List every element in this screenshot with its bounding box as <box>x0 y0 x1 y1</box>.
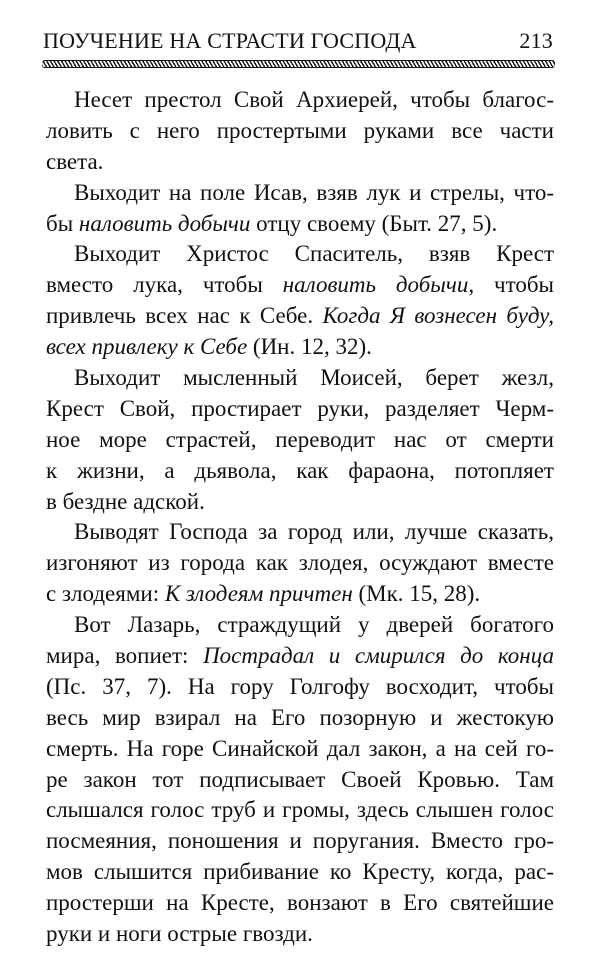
text-segment: (Пс. 37, 7). На гору Голгофу восходит, чтобы <box>46 673 554 699</box>
text-line-content <box>74 180 554 205</box>
text-line <box>46 795 554 826</box>
text-segment: Выходит мысленный Моисей, берет жезл, <box>74 365 554 391</box>
text-segment: изгоняют из города как злодея, осуждают вместе <box>46 550 554 576</box>
text-segment: весь мир взирал на Его позорную и жестокую <box>46 704 554 730</box>
text-line-content <box>46 272 554 297</box>
text-line <box>46 147 554 178</box>
text-segment: Выводят Господа за город или, лучше сказать, <box>74 519 554 545</box>
text-line <box>46 579 554 610</box>
text-segment: мира, вопиет: <box>46 643 204 669</box>
text-segment: руки и ноги острые гвозди. <box>46 921 313 947</box>
text-segment: в бездне адской. <box>46 488 205 514</box>
text-segment: ре закон тот подписывает Своей Кровью. Там <box>46 766 554 792</box>
text-segment: ловить с него простертыми руками все части <box>46 117 554 143</box>
text-line <box>46 301 554 332</box>
text-line-content <box>46 458 554 483</box>
italic-quote: К злодеям причтен <box>164 581 353 607</box>
text-segment: отцу своему (Быт. 27, 5). <box>250 210 498 236</box>
text-line <box>46 209 554 240</box>
italic-quote: наловить добычи <box>282 272 469 298</box>
text-line-content <box>74 241 554 266</box>
text-line-content <box>46 797 554 822</box>
text-segment: слышался голос труб и громы, здесь слышен голос <box>46 797 554 823</box>
italic-quote: наловить добычи <box>78 210 251 236</box>
text-line <box>46 672 554 703</box>
text-line <box>46 363 554 394</box>
text-line <box>46 270 554 301</box>
text-segment: Выходит на поле Исав, взяв лук и стрелы, что- <box>74 179 554 205</box>
text-line-content <box>46 211 497 236</box>
text-segment: простерши на Кресте, вонзают в Его святейшие <box>46 890 554 916</box>
page-body-text <box>46 85 554 950</box>
text-line-content <box>46 859 554 884</box>
text-line-content <box>46 890 554 915</box>
text-segment: ное море страстей, переводит нас от смерти <box>46 426 554 452</box>
italic-quote: Когда Я вознесен буду, <box>322 303 554 329</box>
text-line <box>46 610 554 641</box>
text-line <box>46 487 554 518</box>
text-line-content <box>46 674 554 699</box>
text-segment: света. <box>46 148 104 174</box>
text-segment: вместо лука, чтобы <box>46 272 283 298</box>
text-segment: Несет престол Свой Архиерей, чтобы благос- <box>74 87 554 112</box>
text-line <box>46 517 554 548</box>
text-line <box>46 734 554 765</box>
text-segment: бы <box>46 210 79 236</box>
text-line-content <box>46 334 372 359</box>
text-line <box>46 178 554 209</box>
running-header <box>43 22 553 54</box>
text-line <box>46 857 554 888</box>
text-line-content <box>46 550 554 575</box>
page-number: 213 <box>519 28 553 53</box>
text-line-content <box>46 118 554 143</box>
italic-quote: Пострадал и смирился до конца <box>203 643 554 669</box>
text-segment: к жизни, а дьявола, как фараона, потопляет <box>46 457 554 483</box>
text-segment: Вот Лазарь, страждущий у дверей богатого <box>74 612 554 638</box>
text-segment: (Мк. 15, 28). <box>352 581 481 607</box>
text-line <box>46 765 554 796</box>
text-segment: , чтобы <box>468 272 554 298</box>
text-line-content <box>46 303 554 328</box>
text-line-content <box>46 149 103 174</box>
text-segment: Крест Свой, простирает руки, разделяет Черм- <box>46 395 554 421</box>
text-line-content <box>46 921 313 946</box>
italic-quote: всех привлеку к Себе <box>46 334 248 360</box>
text-segment: с злодеями: <box>46 581 165 607</box>
text-segment: посмеяния, поношения и поругания. Вместо гро- <box>46 828 554 854</box>
text-line-content <box>46 736 554 761</box>
text-line-content <box>46 581 480 606</box>
text-line <box>46 456 554 487</box>
text-line-content <box>46 828 554 853</box>
text-segment: Выходит Христос Спаситель, взяв Крест <box>74 241 554 267</box>
text-line <box>46 703 554 734</box>
text-line-content <box>74 87 554 112</box>
text-line <box>46 332 554 363</box>
text-line <box>46 425 554 456</box>
text-line <box>46 548 554 579</box>
text-line <box>46 85 554 116</box>
text-line <box>46 394 554 425</box>
text-line <box>46 641 554 672</box>
running-title: ПОУЧЕНИЕ НА СТРАСТИ ГОСПОДА <box>43 28 417 53</box>
text-line <box>46 239 554 270</box>
text-line-content <box>46 643 554 668</box>
ornamental-rule <box>42 60 555 68</box>
text-line-content <box>46 427 554 452</box>
text-segment: смерть. На горе Синайской дал закон, а на сей го- <box>46 735 554 761</box>
text-line <box>46 116 554 147</box>
text-line-content <box>46 396 554 421</box>
text-line-content <box>46 489 205 514</box>
text-line-content <box>74 612 554 637</box>
text-line <box>46 888 554 919</box>
text-line <box>46 826 554 857</box>
text-line <box>46 919 554 950</box>
text-segment: привлечь всех нас к Себе. <box>46 303 323 329</box>
text-line-content <box>46 705 554 730</box>
text-segment: (Ин. 12, 32). <box>247 334 372 360</box>
text-line-content <box>74 519 554 544</box>
text-line-content <box>46 767 554 792</box>
text-segment: мов слышится прибивание ко Кресту, когда, рас- <box>46 859 554 885</box>
text-line-content <box>74 365 554 390</box>
